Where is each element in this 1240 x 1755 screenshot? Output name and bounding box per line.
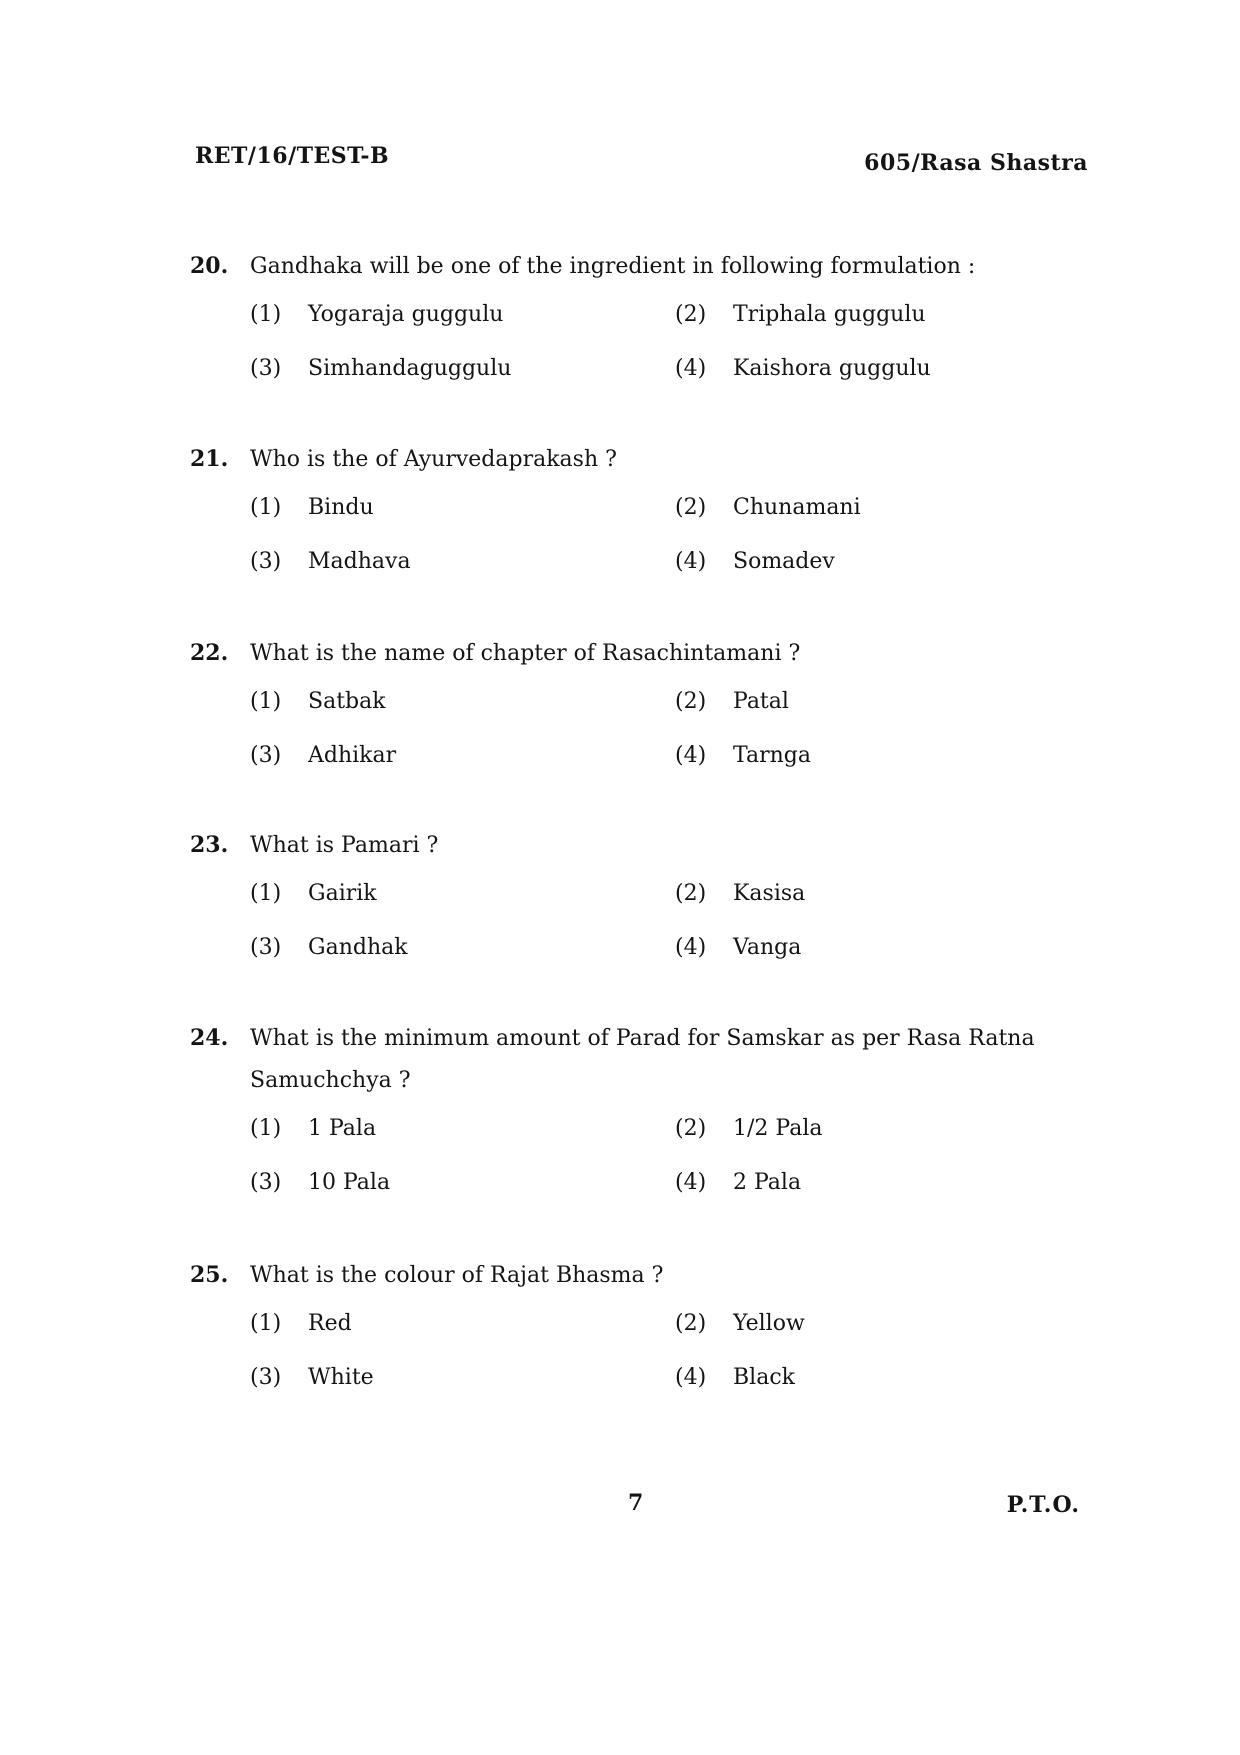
option-4: [675, 1164, 1075, 1202]
option-number: (4): [675, 743, 707, 768]
option-number: (3): [250, 1170, 282, 1195]
question-number: 22.: [190, 640, 229, 666]
question-text: Gandhaka will be one of the ingredient in following formulation :: [250, 254, 976, 279]
question-24: [190, 1017, 1090, 1202]
option-text: 1 Pala: [308, 1116, 377, 1141]
option-3: [250, 929, 675, 967]
question-text: What is Pamari ?: [250, 833, 439, 858]
option-text: Adhikar: [308, 743, 397, 768]
option-number: (4): [675, 935, 707, 960]
option-3: [250, 1164, 675, 1202]
option-number: (3): [250, 549, 282, 574]
option-number: (4): [675, 1170, 707, 1195]
question-text: What is the colour of Rajat Bhasma ?: [250, 1263, 664, 1288]
question-22: [190, 632, 1090, 775]
options-list: [250, 1305, 1090, 1397]
option-2: [675, 296, 1075, 334]
question-text: What is the name of chapter of Rasachintamani ?: [250, 641, 801, 666]
option-number: (2): [675, 495, 707, 520]
option-1: [250, 875, 675, 913]
option-4: [675, 1359, 1075, 1397]
option-text: Red: [308, 1311, 352, 1336]
question-text: Who is the of Ayurvedaprakash ?: [250, 447, 617, 472]
option-text: Triphala guggulu: [733, 302, 926, 327]
option-text: Patal: [733, 689, 789, 714]
question-number: 20.: [190, 253, 229, 279]
option-2: [675, 683, 1075, 721]
options-list: [250, 875, 1090, 967]
option-4: [675, 543, 1075, 581]
option-3: [250, 350, 675, 388]
option-text: 10 Pala: [308, 1170, 391, 1195]
option-text: Vanga: [733, 935, 802, 960]
options-list: [250, 1110, 1090, 1202]
option-number: (3): [250, 743, 282, 768]
options-list: [250, 683, 1090, 775]
option-1: [250, 1305, 675, 1343]
question-text: What is the minimum amount of Parad for Samskar as per Rasa Ratna Samuchchya ?: [250, 1026, 1035, 1093]
option-number: (1): [250, 1311, 282, 1336]
option-number: (2): [675, 302, 707, 327]
option-text: Satbak: [308, 689, 386, 714]
option-text: Madhava: [308, 549, 411, 574]
option-text: 2 Pala: [733, 1170, 802, 1195]
option-number: (3): [250, 1365, 282, 1390]
option-1: [250, 489, 675, 527]
option-2: [675, 1110, 1075, 1148]
option-number: (4): [675, 1365, 707, 1390]
option-3: [250, 737, 675, 775]
option-number: (2): [675, 689, 707, 714]
option-text: Simhandaguggulu: [308, 356, 512, 381]
options-list: [250, 489, 1090, 581]
option-4: [675, 929, 1075, 967]
option-text: White: [308, 1365, 374, 1390]
option-1: [250, 1110, 675, 1148]
question-20: [190, 245, 1090, 388]
option-3: [250, 543, 675, 581]
option-number: (1): [250, 689, 282, 714]
option-2: [675, 1305, 1075, 1343]
option-3: [250, 1359, 675, 1397]
test-code: RET/16/TEST-B: [195, 143, 390, 169]
option-text: Somadev: [733, 549, 835, 574]
option-1: [250, 296, 675, 334]
options-list: [250, 296, 1090, 388]
question-21: [190, 438, 1090, 581]
option-text: Tarnga: [733, 743, 811, 768]
question-number: 25.: [190, 1262, 229, 1288]
option-text: Chunamani: [733, 495, 861, 520]
option-4: [675, 350, 1075, 388]
option-number: (2): [675, 881, 707, 906]
option-4: [675, 737, 1075, 775]
option-number: (2): [675, 1116, 707, 1141]
option-number: (4): [675, 549, 707, 574]
option-1: [250, 683, 675, 721]
pto-label: P.T.O.: [1006, 1492, 1080, 1518]
option-2: [675, 489, 1075, 527]
option-number: (3): [250, 935, 282, 960]
option-number: (1): [250, 1116, 282, 1141]
option-text: Yellow: [733, 1311, 805, 1336]
option-text: Black: [733, 1365, 795, 1390]
option-text: Kaishora guggulu: [733, 356, 931, 381]
question-23: [190, 824, 1090, 967]
option-text: Gairik: [308, 881, 377, 906]
option-2: [675, 875, 1075, 913]
option-number: (4): [675, 356, 707, 381]
question-25: [190, 1254, 1090, 1397]
option-text: Gandhak: [308, 935, 408, 960]
option-text: Kasisa: [733, 881, 806, 906]
option-text: 1/2 Pala: [733, 1116, 823, 1141]
option-number: (1): [250, 302, 282, 327]
option-number: (3): [250, 356, 282, 381]
option-number: (2): [675, 1311, 707, 1336]
question-number: 24.: [190, 1025, 229, 1051]
option-text: Bindu: [308, 495, 374, 520]
question-number: 21.: [190, 446, 229, 472]
page-number: 7: [628, 1490, 644, 1516]
option-number: (1): [250, 881, 282, 906]
subject-code: 605/Rasa Shastra: [864, 150, 1088, 176]
question-number: 23.: [190, 832, 229, 858]
option-text: Yogaraja guggulu: [308, 302, 504, 327]
option-number: (1): [250, 495, 282, 520]
